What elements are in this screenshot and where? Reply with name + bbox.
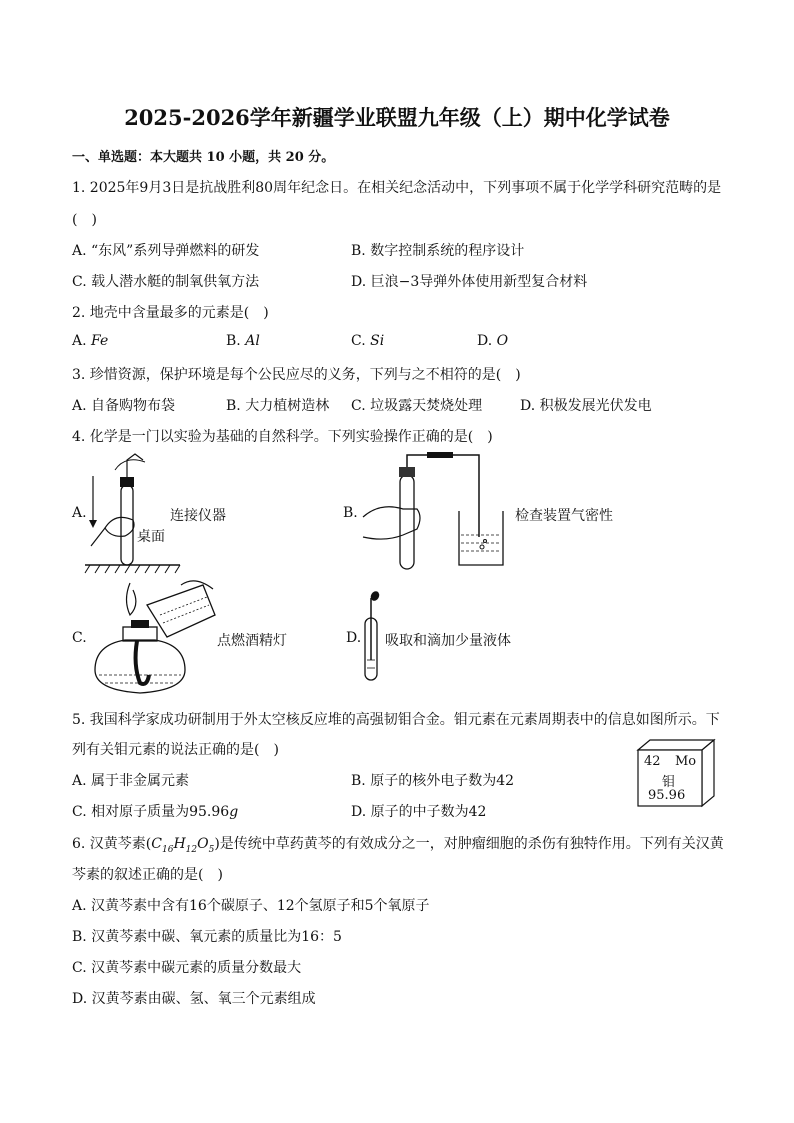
dropper-test-tube-figure xyxy=(360,590,385,685)
formula-h-sub: 12 xyxy=(185,844,198,855)
q6-option-d[interactable]: D. 汉黄芩素由碳、氢、氧三个元素组成 xyxy=(72,991,316,1007)
q2-b-prefix: B. xyxy=(226,333,241,349)
q3-option-d[interactable]: D. 积极发展光伏发电 xyxy=(520,398,652,414)
q5-option-a[interactable]: A. 属于非金属元素 xyxy=(72,773,190,789)
q5-option-d[interactable]: D. 原子的中子数为42 xyxy=(351,804,487,820)
q2-d-value: O xyxy=(496,333,509,349)
q4-option-c-letter[interactable]: C. xyxy=(72,630,87,646)
q2-stem: 2. 地壳中含量最多的元素是( ) xyxy=(72,305,269,321)
q2-d-prefix: D. xyxy=(477,333,493,349)
q2-b-value: Al xyxy=(245,333,260,349)
q5-option-c[interactable] xyxy=(72,801,238,821)
q4-option-d-letter[interactable]: D. xyxy=(346,630,362,646)
q2-option-d[interactable] xyxy=(477,333,508,349)
element-name: 钼 xyxy=(662,775,676,790)
q2-option-c[interactable] xyxy=(351,333,384,349)
lighting-alcohol-lamp-figure xyxy=(85,575,220,700)
formula-c: C xyxy=(151,836,162,852)
formula-o: O xyxy=(197,836,209,852)
q6-option-c[interactable]: C. 汉黄芩素中碳元素的质量分数最大 xyxy=(72,960,302,976)
q4-stem: 4. 化学是一门以实验为基础的自然科学。下列实验操作正确的是( ) xyxy=(72,429,493,445)
q1-stem-paren: ( ) xyxy=(72,212,97,228)
q2-c-value: Si xyxy=(370,333,385,349)
q6-option-b[interactable]: B. 汉黄芩素中碳、氧元素的质量比为16：5 xyxy=(72,929,342,945)
q1-option-b[interactable]: B. 数字控制系统的程序设计 xyxy=(351,243,525,259)
q2-option-a[interactable] xyxy=(72,333,108,349)
q5-c-text: C. 相对原子质量为95.96 xyxy=(72,804,230,820)
q4-option-a-caption: 连接仪器 xyxy=(170,508,226,524)
section-heading: 一、单选题：本大题共 10 小题，共 20 分。 xyxy=(72,150,335,165)
q1-option-c[interactable]: C. 载人潜水艇的制氧供氧方法 xyxy=(72,274,260,290)
q4-a-desk-label: 桌面 xyxy=(137,529,165,545)
q6-stem-pre: 6. 汉黄芩素( xyxy=(72,836,152,852)
q6-stem xyxy=(72,833,724,855)
q4-option-b-caption: 检查装置气密性 xyxy=(515,508,613,524)
q5-stem-cont: 列有关钼元素的说法正确的是( ) xyxy=(72,742,279,758)
airtightness-check-figure xyxy=(355,447,505,572)
page-title: 2025-2026学年新疆学业联盟九年级（上）期中化学试卷 xyxy=(124,105,670,130)
q3-option-a[interactable]: A. 自备购物布袋 xyxy=(72,398,176,414)
q3-stem: 3. 珍惜资源，保护环境是每个公民应尽的义务，下列与之不相符的是( ) xyxy=(72,367,521,383)
q4-option-c-caption: 点燃酒精灯 xyxy=(217,633,287,649)
q6-option-a[interactable]: A. 汉黄芩素中含有16个碳原子、12个氢原子和5个氧原子 xyxy=(72,898,430,914)
element-atomic-mass: 95.96 xyxy=(648,788,686,803)
q6-stem-cont: 芩素的叙述正确的是( ) xyxy=(72,867,223,883)
q4-option-b-letter[interactable]: B. xyxy=(343,505,358,521)
formula-c-sub: 16 xyxy=(162,844,174,855)
q1-option-d[interactable]: D. 巨浪−3导弹外体使用新型复合材料 xyxy=(351,274,588,290)
q4-option-a-letter[interactable]: A. xyxy=(72,505,87,521)
q5-stem: 5. 我国科学家成功研制用于外太空核反应堆的高强韧钼合金。钼元素在元素周期表中的信息如图所示。下 xyxy=(72,712,720,728)
element-symbol: Mo xyxy=(675,754,697,769)
formula-o-sub: 5 xyxy=(208,844,215,855)
q3-option-b[interactable]: B. 大力植树造林 xyxy=(226,398,330,414)
q2-c-prefix: C. xyxy=(351,333,366,349)
q2-option-b[interactable] xyxy=(226,333,260,349)
q1-stem: 1. 2025年9月3日是抗战胜利80周年纪念日。在相关纪念活动中，下列事项不属于化学学科研究范畴的是 xyxy=(72,180,722,196)
q4-option-d-caption: 吸取和滴加少量液体 xyxy=(385,633,511,649)
q2-a-prefix: A. xyxy=(72,333,87,349)
element-atomic-number: 42 xyxy=(644,754,661,769)
formula-h: H xyxy=(173,836,186,852)
q2-a-value: Fe xyxy=(91,333,109,349)
q1-option-a[interactable]: A. “东风”系列导弹燃料的研发 xyxy=(72,243,260,259)
q6-stem-post: )是传统中草药黄芩的有效成分之一，对肿瘤细胞的杀伤有独特作用。下列有关汉黄 xyxy=(214,836,724,852)
q5-c-unit: g xyxy=(229,804,239,820)
q5-option-b[interactable]: B. 原子的核外电子数为42 xyxy=(351,773,515,789)
q3-option-c[interactable]: C. 垃圾露天焚烧处理 xyxy=(351,398,483,414)
